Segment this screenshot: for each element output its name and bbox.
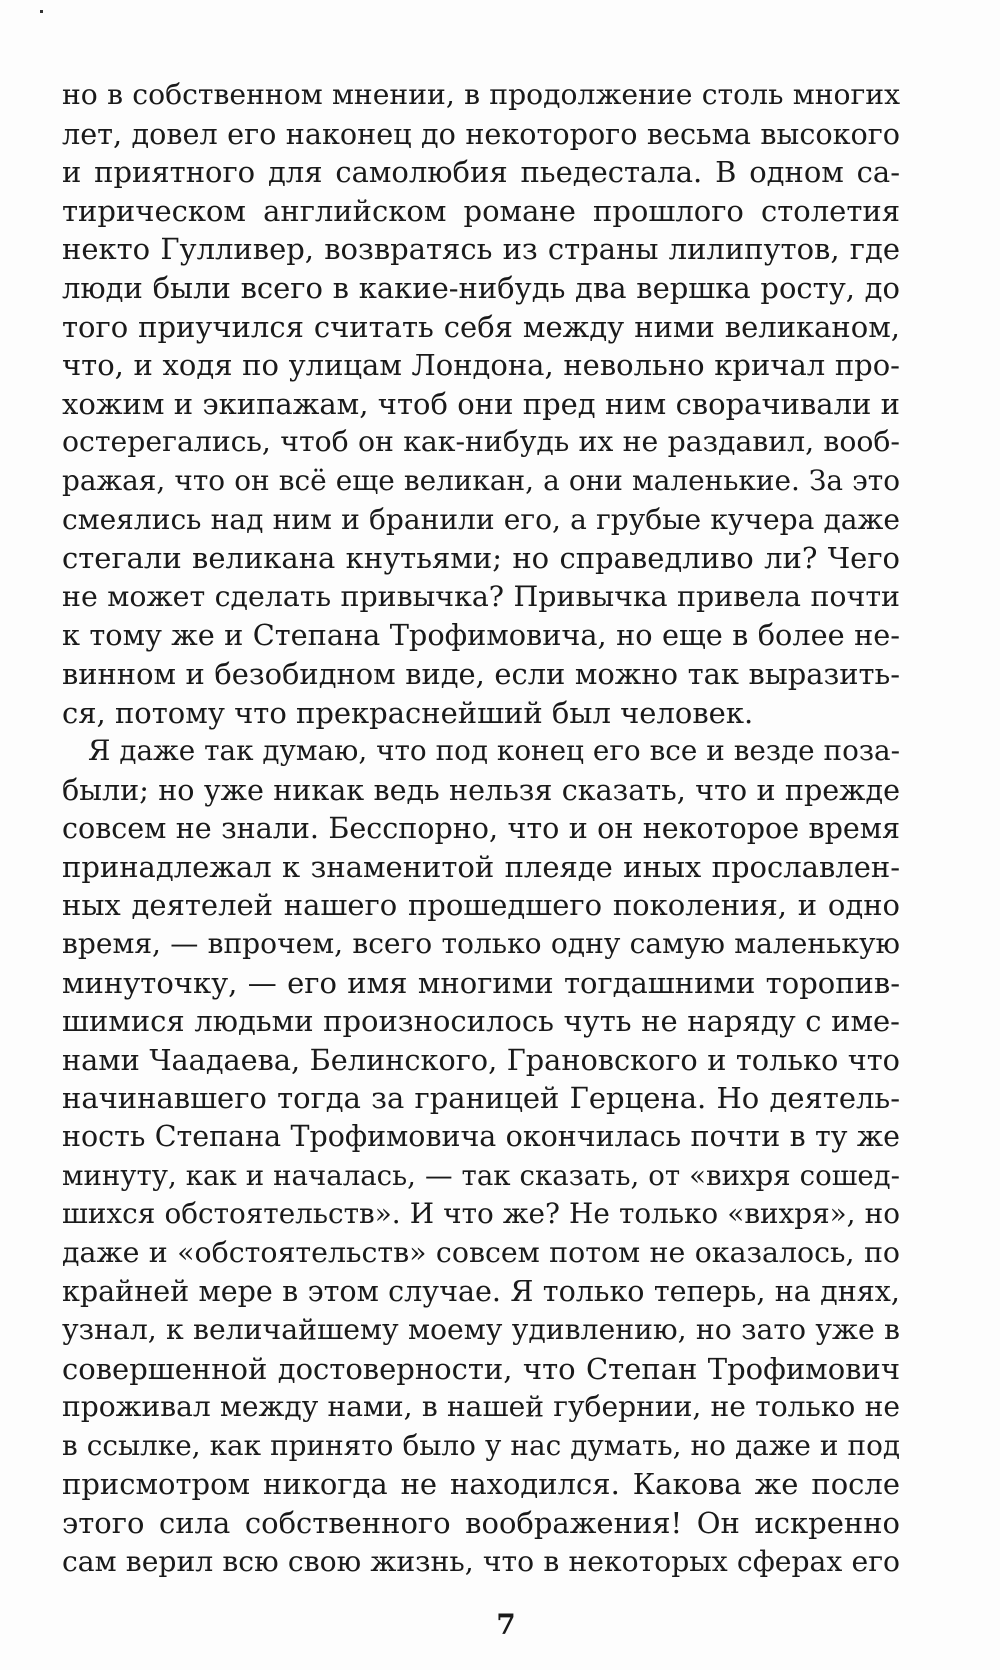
text-line: были; но уже никак ведь нельзя сказать, что и прежде [62,772,900,807]
text-line: некто Гулливер, возвратясь из страны лилипутов, где [62,232,900,267]
text-line: ся, потому что прекраснейший был человек. [62,695,754,730]
text-line: но в собственном мнении, в продолжение столь многих [62,78,900,111]
text-line: не может сделать привычка? Привычка привела почти [62,579,900,613]
text-line: к тому же и Степана Трофимовича, но еще в более не- [62,618,900,653]
text-line: присмотром никогда не находился. Какова же после [62,1467,900,1502]
text-line: шимися людьми произносилось чуть не наряду с име- [62,1004,900,1039]
body-text [62,76,900,1581]
text-line: совсем не знали. Бесспорно, что и он некоторое время [62,811,900,846]
text-line: принадлежал к знаменитой плеяде иных прославлен- [62,849,900,884]
text-line: ражая, что он всё еще великан, а они маленькие. За это [62,463,900,497]
text-line: ных деятелей нашего прошедшего поколения, и одно [62,888,900,923]
paragraph-1 [62,76,900,732]
text-line: минуту, как и началась, — так сказать, от «вихря сошед- [62,1158,900,1192]
text-line: смеялись над ним и бранили его, а грубые кучера даже [62,502,900,536]
corner-speck [40,10,43,13]
text-line: и приятного для самолюбия пьедестала. В одном са- [62,155,900,190]
text-line: остерегались, чтоб он как-нибудь их не раздавил, вооб- [62,425,900,459]
text-line: того приучился считать себя между ними великаном, [62,309,900,344]
text-line: ность Степана Трофимовича окончилась почти в ту же [62,1120,900,1154]
text-line: время, — впрочем, всего только одну самую маленькую [62,927,900,961]
text-line: нами Чаадаева, Белинского, Грановского и только что [62,1042,900,1077]
text-line: в ссылке, как принято было у нас думать, но даже и под [62,1428,900,1462]
text-line: сам верил всю свою жизнь, что в некоторых сферах его [62,1544,900,1578]
text-line: начинавшего тогда за границей Герцена. Но деятель- [62,1081,900,1116]
text-line: винном и безобидном виде, если можно так выразить- [62,656,900,691]
text-line: стегали великана кнутьями; но справедливо ли? Чего [62,541,900,576]
text-line: этого сила собственного воображения! Он искренно [62,1505,900,1540]
text-line: тирическом английском романе прошлого столетия [62,193,900,228]
text-line: узнал, к величайшему моему удивлению, но зато уже в [62,1313,900,1346]
paragraph-2 [62,732,900,1581]
text-line: шихся обстоятельств». И что же? Не только «вихря», но [62,1197,900,1231]
text-line: совершенной достоверности, что Степан Трофимович [62,1351,900,1386]
page-number: 7 [496,1608,516,1641]
text-line: хожим и экипажам, чтоб они пред ним сворачивали и [62,386,900,421]
text-line: лет, довел его наконец до некоторого весьма высокого [62,116,900,151]
text-line: Я даже так думаю, что под конец его все и везде поза- [88,734,900,768]
text-line: крайней мере в этом случае. Я только теперь, на днях, [62,1274,900,1309]
text-line: люди были всего в какие-нибудь два вершка росту, до [62,270,900,305]
text-line: что, и ходя по улицам Лондона, невольно кричал про- [62,348,900,383]
text-line: проживал между нами, в нашей губернии, не только не [62,1390,900,1424]
text-line: даже и «обстоятельств» совсем потом не оказалось, по [62,1235,900,1269]
text-line: минуточку, — его имя многими тогдашними торопив- [62,965,900,1000]
